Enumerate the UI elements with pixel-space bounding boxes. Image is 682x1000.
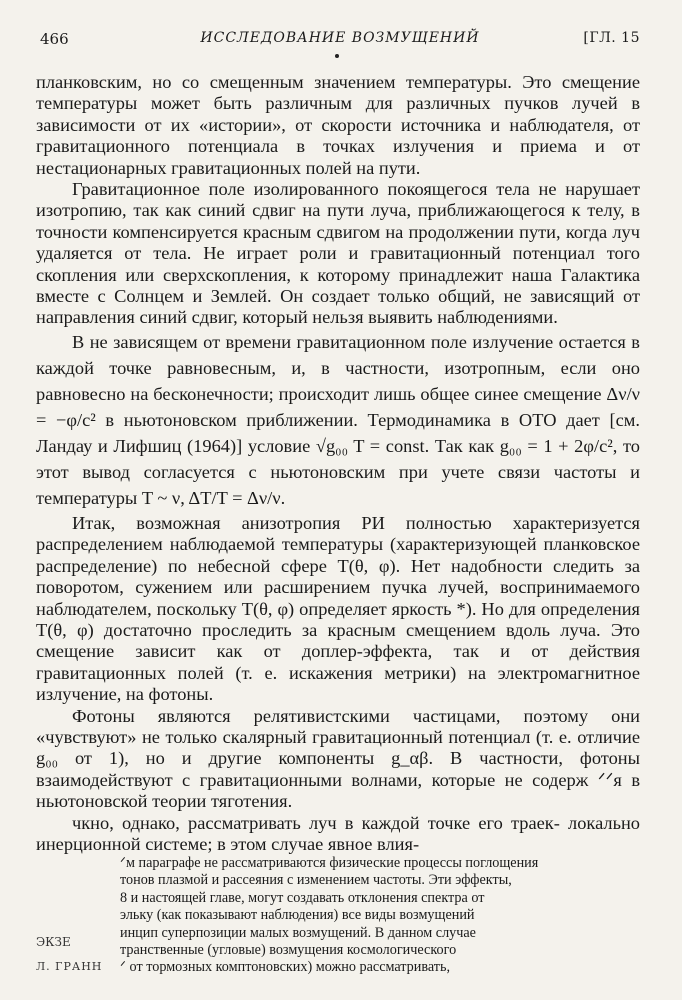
chapter-label: [ГЛ. 15 xyxy=(583,30,640,46)
paragraph-5: Фотоны являются релятивистскими частицами, поэтому они «чувствуют» не только скалярный гравитационный потенциал (т. е. отличие g₀₀ от 1), но и другие компоненты g_αβ. В частности, фотоны взаимодействуют с гравитационными волнами, которые не содерж ᐟᐟя в ньютоновской теории тяготения. xyxy=(36,705,640,812)
footnote-line: ᐟм параграфе не рассматриваются физические процессы поглощения xyxy=(120,855,539,871)
footnote-line: ᐟ от тормозных комптоновских) можно рассматривать, xyxy=(120,959,451,976)
running-title: ИССЛЕДОВАНИЕ ВОЗМУЩЕНИЙ xyxy=(200,30,480,46)
footnote-line: эльку (как показывают наблюдения) все виды возмущений xyxy=(120,907,475,924)
paragraph-6: чкно, однако, рассматривать луч в каждой точке его траек- локально инерционной системе; в этом случае явное влия- xyxy=(36,812,640,854)
bottom-stamp-fragment: Л. ГРАНН xyxy=(36,960,103,973)
page-number: 466 xyxy=(40,30,69,48)
header-dot xyxy=(335,54,339,58)
paragraph-2: Гравитационное поле изолированного покоящегося тела не нарушает изотропию, так как синий сдвиг на пути луча, приближающегося к телу, в точности компенсируется красным сдвигом на продолжении пути, когда луч удаляется от тела. Не играет роли и гравитационный потенциал того скопления или сверхскопления, к которому принадлежит наша Галактика вместе с Солнцем и Землей. Он создает только общий, не зависящий от направления синий сдвиг, который нельзя выявить наблюдениями. xyxy=(36,179,640,328)
paragraph-1: планковским, но со смещенным значением температуры. Это смещение температуры может быть различным для различных пучков лучей в зависимости от их «истории», от скорости источника и наблюдателя, от гравитационного потенциала в точках излучения и приема и от нестационарных гравитационных полей на пути. xyxy=(36,72,640,178)
library-stamp-fragment: ЭКЗЕ xyxy=(36,935,71,949)
footnote-line: тонов плазмой и рассеяния с изменением частоты. Эти эффекты, xyxy=(120,872,512,889)
paragraph-3: В не зависящем от времени гравитационном поле излучение остается в каждой точке равновесным, и, в частности, изотропным, если оно равновесно на бесконечности; происходит лишь общее синее смещение Δν/ν = −φ/c² в ньютоновском приближении. Термодинамика в ОТО дает [см. Ландау и Лифшиц (1964)] условие √g₀₀ T = const. Так как g₀₀ = 1 + 2φ/c², то этот вывод согласуется с ньютоновским при учете связи частоты и температуры T ~ ν, ΔT/T = Δν/ν. xyxy=(36,331,640,508)
footnote xyxy=(120,855,640,977)
footnote-line: транственные (угловые) возмущения космологического xyxy=(120,942,457,959)
footnote-line: 8 и настоящей главе, могут создавать отклонения спектра от xyxy=(120,889,485,906)
footnote-line: инцип суперпозиции малых возмущений. В данном случае xyxy=(120,924,476,941)
page-body xyxy=(36,72,640,855)
page-header xyxy=(40,30,640,52)
paragraph-4: Итак, возможная анизотропия РИ полностью характеризуется распределением наблюдаемой температуры (характеризующей планковское распределение) по небесной сфере T(θ, φ). Нет надобности следить за поворотом, сужением или расширением пучка лучей, воспринимаемого наблюдателем, поскольку T(θ, φ) определяет яркость *). Но для определения T(θ, φ) достаточно проследить за красным смещением вдоль луча. Это смещение зависит как от доплер-эффекта, так и от действия гравитационных полей (т. е. искажения метрики) на электромагнитное излучение, на фотоны. xyxy=(36,512,640,705)
